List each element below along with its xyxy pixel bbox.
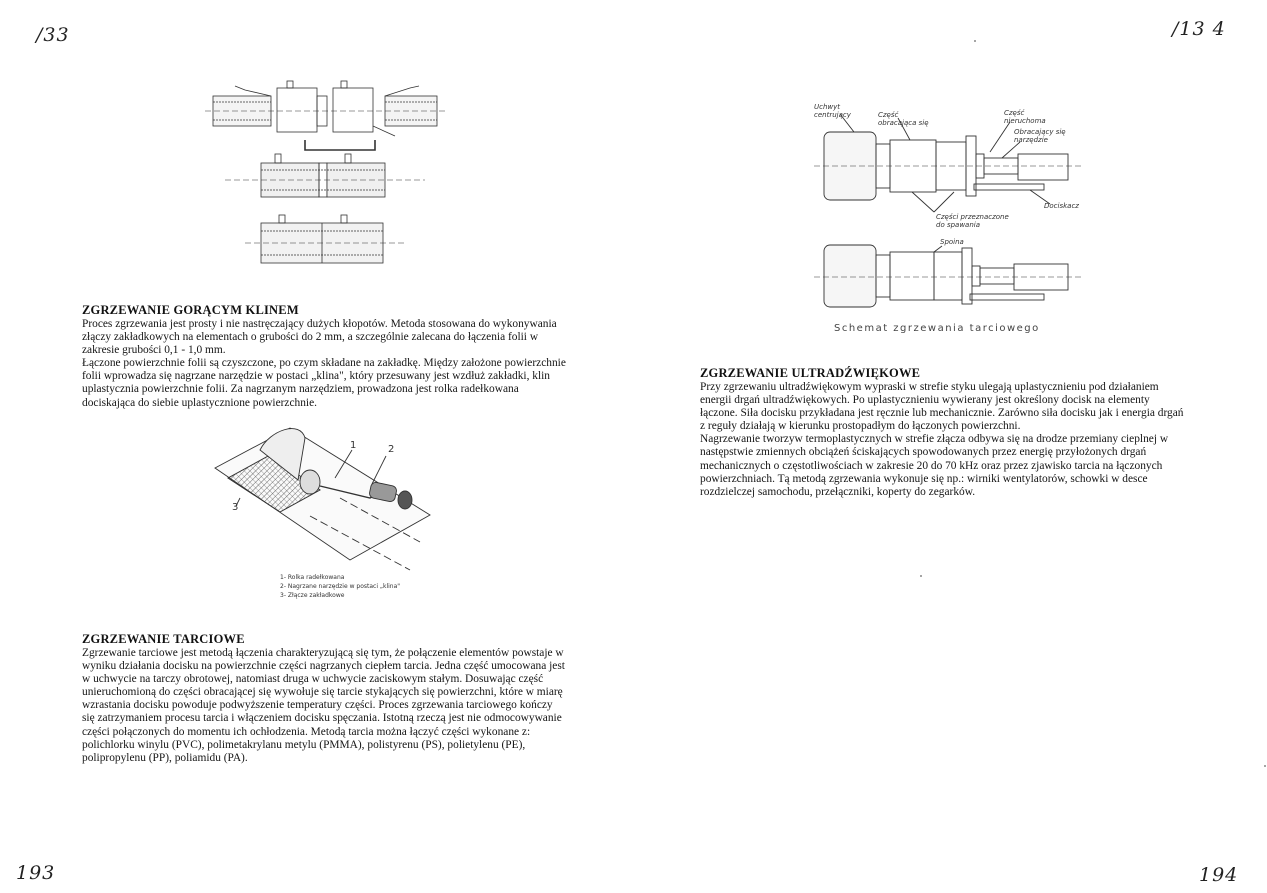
hot-wedge-diagram <box>210 420 440 570</box>
label-chuck-1: Uchwyt <box>814 103 841 111</box>
wedge-label-2: 2 <box>388 444 395 455</box>
wedge-legend-item: 1- Rolka radełkowana <box>280 574 345 581</box>
label-rotating-2: obracająca się <box>878 119 929 127</box>
label-weld: Spoina <box>940 238 964 246</box>
ultrasonic-paragraph-2: Nagrzewanie tworzyw termoplastycznych w strefie złącza odbywa się na drodze przemiany cieplnej w następstwie zmiennych obciążeń ściskających spowodowanych przez energię przyłożonych drgań mechanicznych o częstotliwościach w zakresie 20 do 70 kHz oraz przez zjawisko tarcia na łączonych powierzchniach. Tą metodą zgrzewania wykonuje się np.: wirniki wentylatorów, schowki w desce rozdzielczej samochodu, przełączniki, koperty do zegarków. <box>700 433 1169 498</box>
label-rotating-tool-1: Obracający się <box>1014 128 1066 136</box>
wedge-label-3: 3 <box>232 502 239 513</box>
scan-speck <box>974 40 976 42</box>
scan-speck <box>920 575 922 577</box>
label-fixed-1: Część <box>1004 109 1025 117</box>
page-number-bottom-right: 194 <box>1199 864 1239 886</box>
scan-speck <box>1264 765 1266 767</box>
label-rotating-1: Część <box>878 111 899 119</box>
page-number-top-right: /13 4 <box>1172 18 1226 40</box>
label-fixed-2: nieruchoma <box>1004 117 1046 125</box>
friction-welding-diagram <box>814 100 1094 330</box>
page-number-bottom-left: 193 <box>16 862 56 884</box>
wedge-legend <box>280 573 400 600</box>
label-prepared-1: Części przeznaczone <box>936 213 1009 221</box>
label-prepared-2: do spawania <box>936 221 981 229</box>
label-rotating-tool-2: narzędzie <box>1014 136 1048 144</box>
friction-text <box>82 647 567 765</box>
right-page <box>634 0 1267 893</box>
hot-wedge-paragraph-1: Proces zgrzewania jest prosty i nie nastręczający dużych kłopotów. Metoda stosowana do wykonywania złączy zakładkowych na elementach o grubości do 2 mm, a szczególnie zalecana do łączenia folii w zakresie grubości 0,1 - 1,0 mm. <box>82 318 557 357</box>
heading-ultrasonic: ZGRZEWANIE ULTRADŹWIĘKOWE <box>700 366 921 380</box>
heading-hot-wedge: ZGRZEWANIE GORĄCYM KLINEM <box>82 303 299 317</box>
hot-wedge-paragraph-2: Łączone powierzchnie folii są czyszczone, po czym składane na zakładkę. Między założone powierzchnie folii wprowadza się nagrzane narzędzie w postaci „klina", który przesuwany jest wzdłuż zakładki, klin uplastycznia powierzchnie folii. Za nagrzanym narzędziem, prowadzona jest rolka radełkowana dociskająca do siebie uplastycznione powierzchnie. <box>82 357 566 409</box>
wedge-legend-item: 2- Nagrzane narzędzie w postaci „klina" <box>280 583 401 590</box>
wedge-label-1: 1 <box>350 440 357 451</box>
label-pusher: Dociskacz <box>1044 202 1079 210</box>
hot-wedge-text <box>82 318 567 410</box>
friction-paragraph-1: Zgrzewanie tarciowe jest metodą łączenia charakteryzującą się tym, że połączenie elementów powstaje w wyniku działania docisku na powierzchnie części nagrzanych ciepłem tarcia. Jedna część umocowana jest w uchwycie na tarczy obrotowej, natomiast druga w uchwycie zaciskowym stałym. Dosuwając część unieruchomioną do części obracającej się wywołuje się tarcie stykających się powierzchni, które w miarę wzrastania docisku powoduje podwyższenie temperatury części. Proces zgrzewania tarciowego kończy się zatrzymaniem procesu tarcia i włączeniem docisku spęczania. Istotną rzeczą jest nie odmocowywanie części połączonych do momentu ich ochłodzenia. Metodą tarcia można łączyć części wykonane z: polichlorku winylu (PVC), polimetakrylanu metylu (PMMA), polistyrenu (PS), polietylenu (PE), polipropylenu (PP), poliamidu (PA). <box>82 647 565 764</box>
wedge-legend-item: 3- Złącze zakładkowe <box>280 592 345 599</box>
friction-figure-caption: Schemat zgrzewania tarciowego <box>834 323 1040 334</box>
heading-friction: ZGRZEWANIE TARCIOWE <box>82 632 245 646</box>
page-number-top-left: /33 <box>36 24 70 46</box>
label-chuck-2: centrujący <box>814 111 851 119</box>
left-page <box>0 0 633 893</box>
pipe-welding-diagram <box>205 78 445 273</box>
ultrasonic-text <box>700 381 1190 499</box>
ultrasonic-paragraph-1: Przy zgrzewaniu ultradźwiękowym wypraski w strefie styku ulegają uplastycznieniu pod działaniem energii drgań ultradźwiękowych. Po uplastycznieniu wywierany jest określony docisk na elementy łączone. Siła docisku przykładana jest ręcznie lub mechanicznie. Zarówno siła docisku jak i energia drgań z reguły działają w kierunku prostopadłym do łączonych powierzchni. <box>700 381 1184 433</box>
